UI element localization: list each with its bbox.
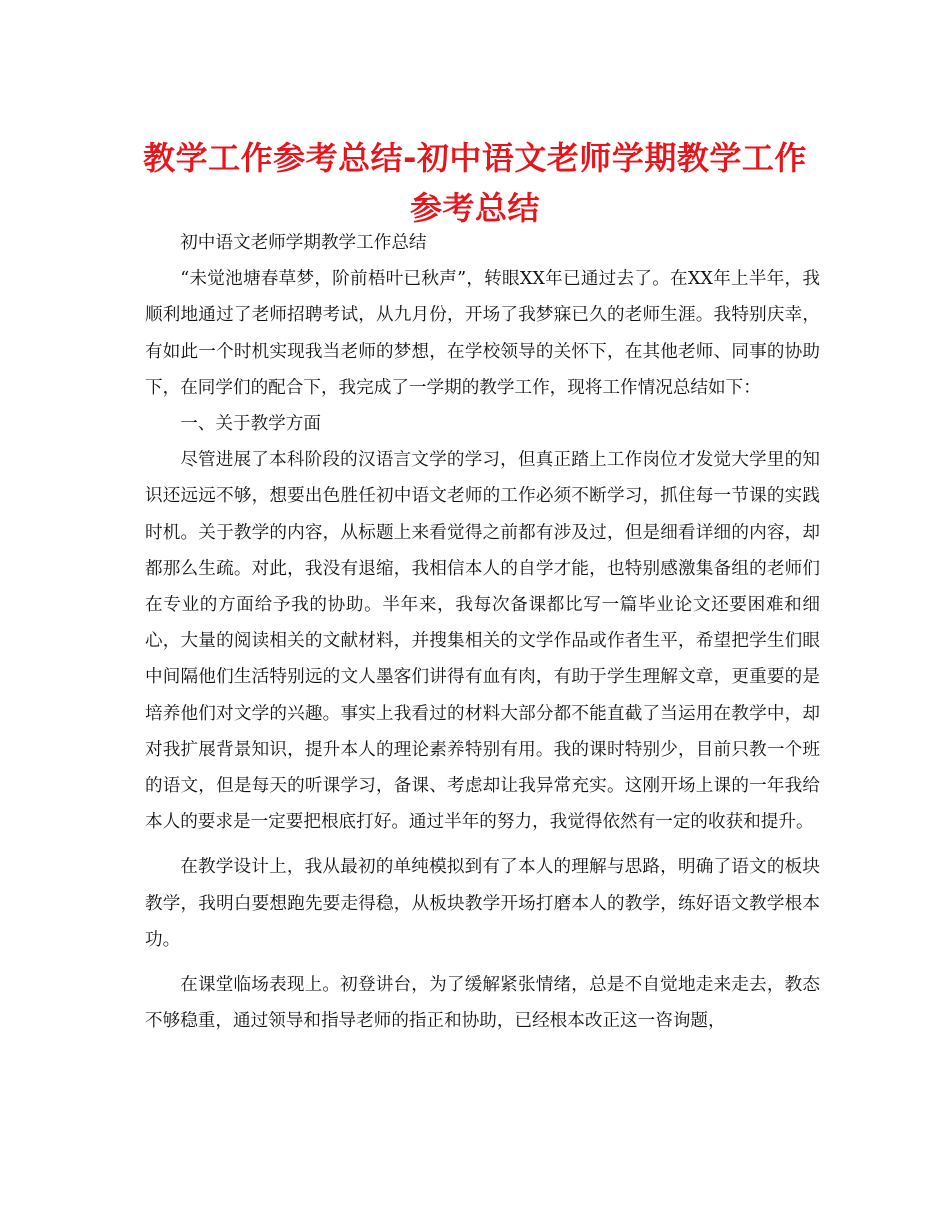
body-paragraph: 在教学设计上，我从最初的单纯模拟到有了本人的理解与思路，明确了语文的板块教学，我明白要想跑先要走得稳，从板块教学开场打磨本人的教学，练好语文教学根本功。 xyxy=(145,857,820,950)
body-paragraph: 在课堂临场表现上。初登讲台，为了缓解紧张情绪，总是不自觉地走来走去，教态不够稳重，通过领导和指导老师的指正和协助，已经根本改正这一咨询题， xyxy=(145,975,820,1032)
document-title-line-2: 参考总结 xyxy=(409,189,540,227)
section-heading: 一、关于教学方面 xyxy=(180,414,321,435)
body-paragraph: 尽管进展了本科阶段的汉语言文学的学习，但真正踏上工作岗位才发觉大学里的知识还远远不够，想要出色胜任初中语文老师的工作必须不断学习，抓住每一节课的实践时机。关于教学的内容，从标题上来看觉得之前都有涉及过，但是细看详细的内容，却都那么生疏。对此，我没有退缩，我相信本人的自学才能，也特别感激集备组的老师们在专业的方面给予我的协助。半年来，我每次备课都比写一篇毕业论文还要困难和细心，大量的阅读相关的文献材料，并搜集相关的文学作品或作者生平，希望把学生们眼中间隔他们生活特别远的文人墨客们讲得有血有肉，有助于学生理解文章，更重要的是培养他们对文学的兴趣。事实上我看过的材料大部分都不能直截了当运用在教学中，却对我扩展背景知识，提升本人的理论素养特别有用。我的课时特别少，目前只教一个班的语文，但是每天的听课学习，备课、考虑却让我异常充实。这刚开场上课的一年我给本人的要求是一定要把根底打好。通过半年的努力，我觉得依然有一定的收获和提升。 xyxy=(145,450,820,833)
document-body xyxy=(145,225,820,1039)
document-title-line-1: 教学工作参考总结-初中语文老师学期教学工作 xyxy=(143,139,807,177)
subtitle-paragraph: 初中语文老师学期教学工作总结 xyxy=(180,233,427,253)
intro-paragraph: “未觉池塘春草梦，阶前梧叶已秋声”，转眼XX年已通过去了。在XX年上半年，我顺利地通过了老师招聘考试，从九月份，开场了我梦寐已久的老师生涯。我特别庆幸，有如此一个时机实现我当老师的梦想，在学校领导的关怀下，在其他老师、同事的协助下，在同学们的配合下，我完成了一学期的教学工作，现将工作情况总结如下： xyxy=(145,269,820,398)
